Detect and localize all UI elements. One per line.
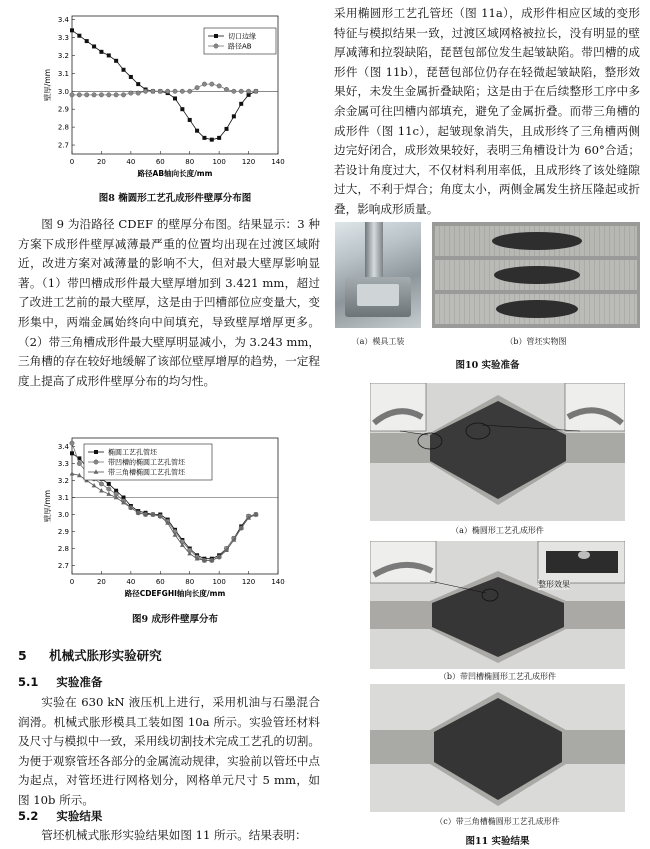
fig8-series-1-point [143,89,147,93]
fig11a-photo [370,383,625,521]
section-5-2-title: 实验结果 [56,809,103,823]
fig11-caption: 图11 实验结果 [465,836,530,847]
fig8-series-1-point [77,93,81,97]
fig9-series-2-point [99,488,104,492]
fig8-xtick-label-5: 100 [212,158,226,166]
section-5-heading [18,646,162,664]
fig9-series-1-point [107,487,111,491]
fig8-series-0-point [180,107,184,111]
section-5-1-heading [18,674,102,690]
fig9-legend-marker-0 [94,450,98,454]
fig8-legend-label-1: 路径AB [228,42,252,51]
fig8-ytick-label-6: 3.3 [57,34,69,43]
fig8-series-0-point [122,68,126,72]
fig8-xtick-label-1: 20 [96,158,106,166]
fig8-ytick-label-3: 3.0 [57,87,69,96]
fig11b-subcaption: （b）带凹槽椭圆形工艺孔成形件 [438,672,557,681]
fig9-xtick-label-4: 80 [185,578,195,586]
fig10a-subcaption: （a）模具工装 [351,337,405,346]
section-5-2-number: 5.2 [18,809,39,823]
fig9-xtick-label-5: 100 [212,578,226,586]
fig8-series-1-point [151,89,155,93]
fig8-series-0-point [188,118,192,122]
fig8-series-0-point [114,59,118,63]
fig9-series-2-point [92,483,97,487]
fig9-xtick-label-1: 20 [96,578,106,586]
fig9-ytick-label-5: 3.2 [57,477,69,485]
left-paragraph-2: 实验在 630 kN 液压机上进行，采用机油与石墨混合润滑。机械式胀形模具工装如图 10a 所示。实验管坯材料及尺寸与模拟中一致，采用线切割技术完成工艺孔的切割。为便于观察管坯各部分的金属流动规律，实验前以管坯中点为起点，对管坯进行网格划分，网格单元尺寸 5 mm，如图 10b 所示。 [18,695,320,807]
fig8-ytick-label-0: 2.7 [57,141,69,150]
fig8-series-0-point [85,39,89,43]
fig9-series-0-point [107,482,111,486]
fig8-series-1-point [232,89,236,93]
fig9-legend-marker-1 [94,460,98,464]
fig8-series-1-point [195,85,199,89]
fig8-series-0-point [136,82,140,86]
fig9-xtick-label-7: 140 [271,578,285,586]
fig9-xtick-label-3: 60 [155,578,165,586]
section-5-2-heading [18,808,102,824]
fig8-series-0-point [92,44,96,48]
right-paragraph-1: 采用椭圆形工艺孔管坯（图 11a），成形件相应区域的变形特征与模拟结果一致，过渡区域网格被拉长，没有明显的壁厚减薄和拉裂缺陷，琵琶包部位发生起皱缺陷。带凹槽的成形件（图 11b），琵琶包部位仍存在轻微起皱缺陷，整形效果好，未发生金属折叠缺陷；这是由于在后续整形工序中多余金属可往凹槽内部填充，避免了金属折叠。而带三角槽的成形件（图 11c），起皱现象消失，且成形终了三角槽两侧边完好闭合，成形效果较好，表明三角槽设计为 60°合适；若设计角度过大，不仅材料利用率低，且成形终了该处缝隙过大，不利于焊合；角度太小，两侧金属发生挤压隆起或折叠，影响成形质量。 [334,6,640,216]
fig8-series-1-point [217,84,221,88]
fig8-series-1-point [129,91,133,95]
fig9-series-1-point [70,441,74,445]
section-5-1-number: 5.1 [18,675,39,689]
fig11c-subcaption: （c）带三角槽椭圆形工艺孔成形件 [435,817,560,826]
fig9-series-2-point [70,471,75,475]
fig8-series-1-point [188,89,192,93]
fig9-ytick-label-2: 2.9 [57,528,69,536]
fig8-series-1-point [224,87,228,91]
fig9-series-1-point [99,482,103,486]
fig8-series-1-point [70,93,74,97]
fig8-series-0-point [202,136,206,140]
left-paragraph-3: 管坯机械式胀形实验结果如图 11 所示。结果表明： [41,828,307,842]
fig8-series-0-point [107,53,111,57]
fig8-series-1-point [121,93,125,97]
fig8-series-1-point [114,93,118,97]
fig8-series-1-point [158,89,162,93]
fig8-series-0-point [99,50,103,54]
fig8-series-0-point [129,75,133,79]
fig9-caption: 图9 成形件壁厚分布 [132,614,218,625]
fig8-series-1-point [239,89,243,93]
fig11c-photo [370,684,625,812]
fig8-series-1-point [254,89,258,93]
fig9-ytick-label-3: 3.0 [57,511,69,519]
fig8-ytick-label-7: 3.4 [57,16,69,25]
fig9-xtick-label-2: 40 [126,578,136,586]
fig8-series-0-point [173,96,177,100]
section-5-number: 5 [18,648,27,663]
section-5-1-title: 实验准备 [56,675,103,689]
fig8-xtick-label-2: 40 [126,158,136,166]
fig11b-photo [370,541,625,669]
fig9-legend-label-0: 椭圆工艺孔管坯 [108,448,157,457]
fig10-caption: 图10 实验准备 [455,360,520,371]
fig9-legend-label-1: 带凹槽的椭圆工艺孔管坯 [108,458,185,467]
fig8-legend-label-0: 切口边缘 [228,32,256,41]
fig8-series-1-point [165,89,169,93]
fig8-series-1-point [92,93,96,97]
fig8-legend-marker-1 [214,44,218,48]
fig8-xlabel: 路径AB轴向长度/mm [137,169,213,178]
fig8-series-1-point [210,82,214,86]
fig8-xtick-label-6: 120 [241,158,256,166]
fig8-xtick-label-7: 140 [271,158,285,166]
fig9-xlabel: 路径CDEFGHI轴向长度/mm [124,589,226,598]
fig8-ytick-label-4: 3.1 [57,69,69,78]
fig8-ylabel: 壁厚/mm [43,68,52,102]
fig8-legend-marker-0 [214,34,218,38]
fig8-series-0-point [225,127,229,131]
fig8-series-0-point [70,28,74,32]
fig8-ytick-label-1: 2.8 [57,123,69,132]
section-5-title: 机械式胀形实验研究 [49,648,162,663]
fig9-xtick-label-0: 0 [69,578,75,586]
fig8-chart [28,6,318,186]
fig8-ytick-label-2: 2.9 [57,105,69,114]
fig8-series-0-point [210,138,214,142]
fig8-caption: 图8 椭圆形工艺孔成形件壁厚分布图 [98,193,252,204]
fig8-series-1-point [180,89,184,93]
fig11b-annotation-label: 整形效果 [538,580,570,589]
fig8-series-0-point [195,129,199,133]
fig10b-photo-tube-blanks [432,222,640,328]
fig8-xtick-label-0: 0 [69,158,75,166]
fig9-xtick-label-6: 120 [241,578,256,586]
fig8-series-1-point [202,82,206,86]
fig8-xtick-label-4: 80 [185,158,195,166]
fig8-series-1-point [173,89,177,93]
fig8-series-0-point [217,136,221,140]
fig8-series-1-point [136,91,140,95]
fig11a-subcaption: （a）椭圆形工艺孔成形件 [451,526,544,535]
fig9-series-0-point [70,451,74,455]
fig10b-subcaption: （b）管坯实物图 [505,337,567,346]
fig9-series-1-point [77,461,81,465]
fig9-chart [28,430,318,608]
fig8-series-1-point [246,89,250,93]
fig9-legend-label-2: 带三角槽椭圆工艺孔管坯 [108,468,185,477]
fig9-ytick-label-4: 3.1 [57,494,69,502]
fig8-series-0-point [77,34,81,38]
fig8-ytick-label-5: 3.2 [57,51,69,60]
fig10a-photo-die-tooling [335,222,421,328]
fig8-series-0-point [232,114,236,118]
fig9-ytick-label-6: 3.3 [57,460,69,468]
fig9-ytick-label-0: 2.7 [57,562,69,570]
fig8-series-0-point [239,102,243,106]
fig9-ytick-label-1: 2.8 [57,545,69,553]
fig8-xtick-label-3: 60 [155,158,165,166]
left-paragraph-1: 图 9 为沿路径 CDEF 的壁厚分布图。结果显示：3 种方案下成形件壁厚减薄最严重的位置均出现在过渡区域附近，改进方案对减薄量的影响不大，但对最大壁厚影响显著。（1）带凹槽成形件最大壁厚增加到 3.421 mm，超过了改进工艺前的最大壁厚，这是由于凹槽部位应变量大，变形集中，两端金属始终向中间填充，导致壁厚增厚更多。（2）带三角槽成形件最大壁厚明显减小，为 3.243 mm，三角槽的存在较好地缓解了该部位壁厚增厚的趋势，一定程度上提高了成形件壁厚分布的均匀性。 [18,217,320,388]
fig9-ylabel: 壁厚/mm [43,489,52,523]
fig8-series-1-point [107,93,111,97]
fig9-ytick-label-7: 3.4 [57,443,69,451]
fig8-series-1-point [99,93,103,97]
fig8-series-1-point [85,93,89,97]
